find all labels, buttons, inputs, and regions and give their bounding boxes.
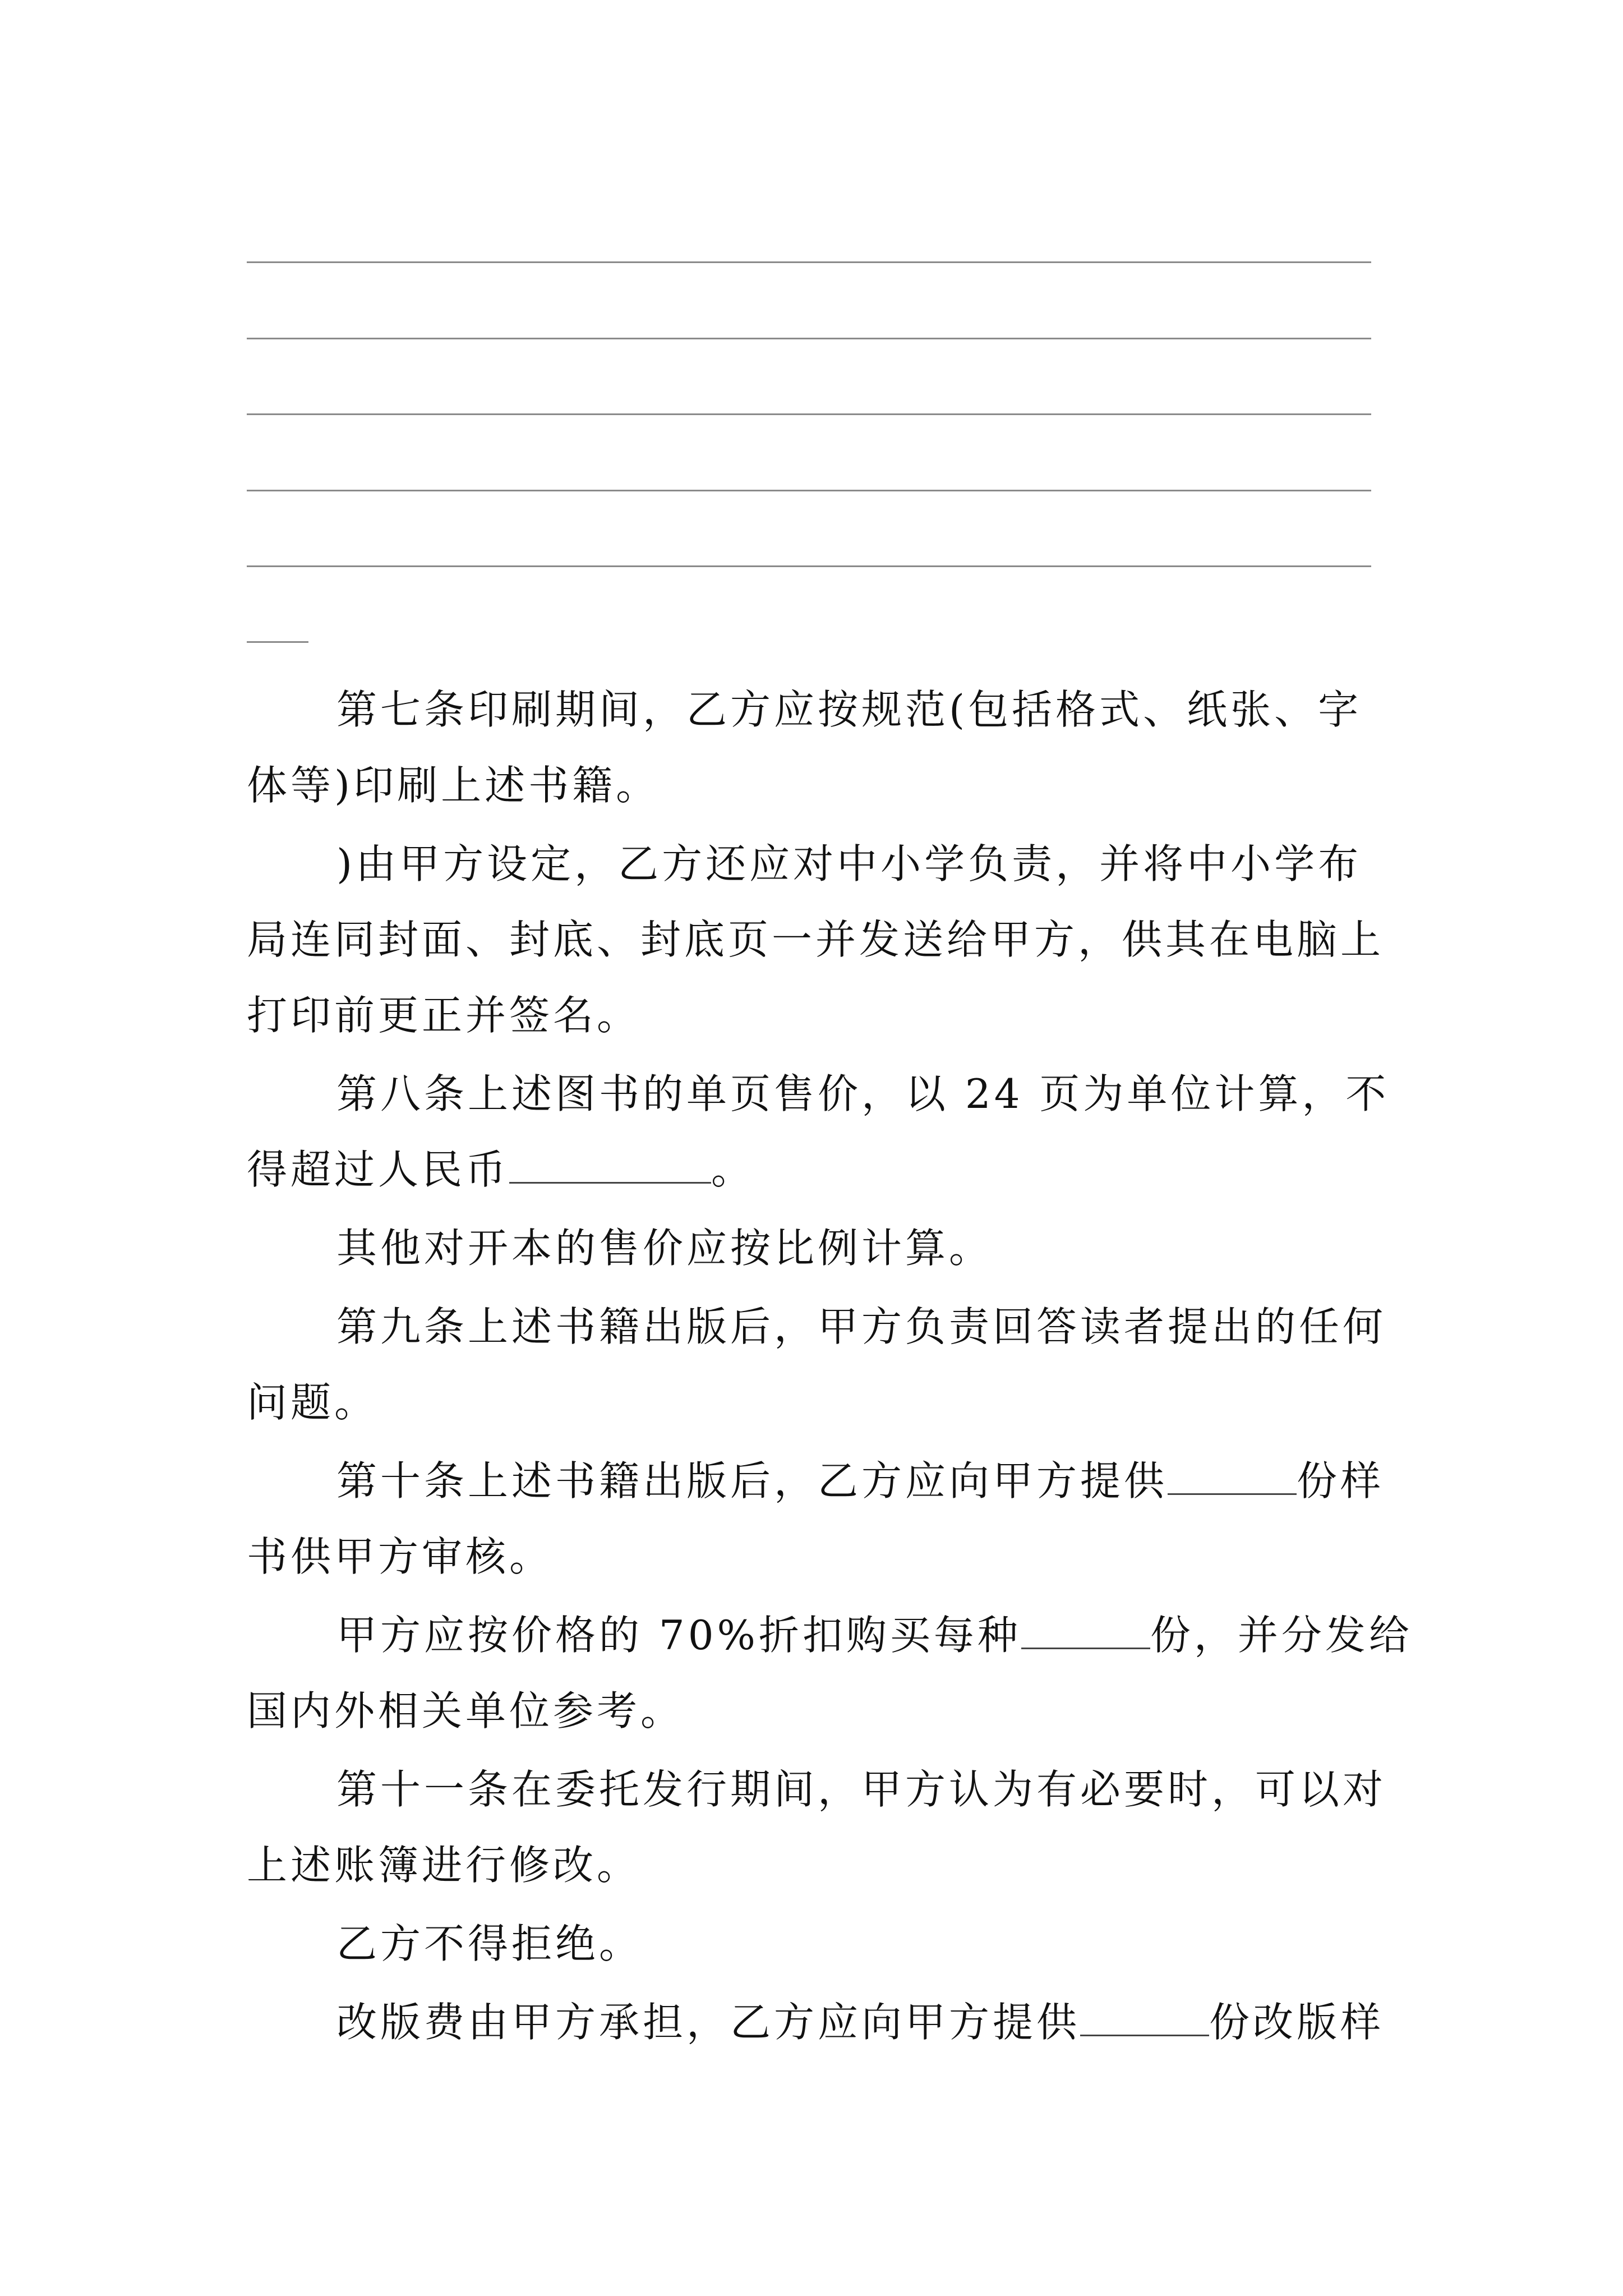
article-7b-line-2: 局连同封面、封底、封底页一并发送给甲方，供其在电脑上 — [247, 916, 1385, 963]
article-11c-line-1 — [336, 1994, 1384, 2050]
article-10-line-1 — [336, 1453, 1384, 1509]
blank-rule-1 — [247, 261, 1371, 263]
article-11c-line-1-text: 改版费由甲方承担，乙方应向甲方提供 — [336, 1999, 1081, 2046]
article-11b-line-1: 乙方不得拒绝。 — [336, 1920, 643, 1967]
sample-copies-blank-field[interactable] — [1168, 1460, 1297, 1495]
article-7-line-2: 体等)印刷上述书籍。 — [247, 762, 660, 809]
blank-rule-2 — [247, 338, 1371, 339]
article-8b-line-1: 其他对开本的售价应按比例计算。 — [336, 1225, 993, 1272]
article-10-line-2: 书供甲方审核。 — [247, 1533, 554, 1580]
article-11-line-1: 第十一条在委托发行期间，甲方认为有必要时，可以对 — [336, 1766, 1387, 1813]
article-9-line-2: 问题。 — [247, 1379, 379, 1426]
article-10b-line-1-end: 份，并分发给 — [1150, 1612, 1413, 1659]
purchase-copies-blank-field[interactable] — [1021, 1614, 1150, 1649]
revision-copies-blank-field[interactable] — [1080, 2001, 1209, 2036]
article-8-line-2 — [247, 1142, 755, 1198]
article-10b-line-2: 国内外相关单位参考。 — [247, 1687, 685, 1734]
article-10-line-1-text: 第十条上述书籍出版后，乙方应向甲方提供 — [336, 1457, 1168, 1504]
article-11-line-2: 上述账簿进行修改。 — [247, 1842, 641, 1889]
article-11c-line-1-end: 份改版样 — [1209, 1999, 1385, 2046]
article-8-line-1: 第八条上述图书的单页售价，以 24 页为单位计算，不 — [336, 1070, 1390, 1117]
article-9-line-1: 第九条上述书籍出版后，甲方负责回答读者提出的任何 — [336, 1303, 1387, 1350]
article-10b-line-1 — [336, 1607, 1413, 1663]
blank-rule-end — [247, 641, 308, 643]
article-7-line-1: 第七条印刷期间，乙方应按规范(包括格式、纸张、字 — [336, 686, 1362, 733]
blank-rule-5 — [247, 565, 1371, 567]
article-10b-line-1-text: 甲方应按价格的 70%折扣购买每种 — [336, 1612, 1021, 1659]
price-blank-field[interactable] — [509, 1148, 711, 1184]
blank-rule-4 — [247, 490, 1371, 491]
article-10-line-1-end: 份样 — [1297, 1457, 1385, 1504]
article-8-line-2-text: 得超过人民币 — [247, 1146, 510, 1193]
blank-rule-3 — [247, 413, 1371, 415]
article-7b-line-1: )由甲方设定，乙方还应对中小学负责，并将中小学布 — [336, 840, 1362, 887]
article-8-line-2-end: 。 — [711, 1146, 755, 1193]
article-7b-line-3: 打印前更正并签名。 — [247, 992, 641, 1039]
